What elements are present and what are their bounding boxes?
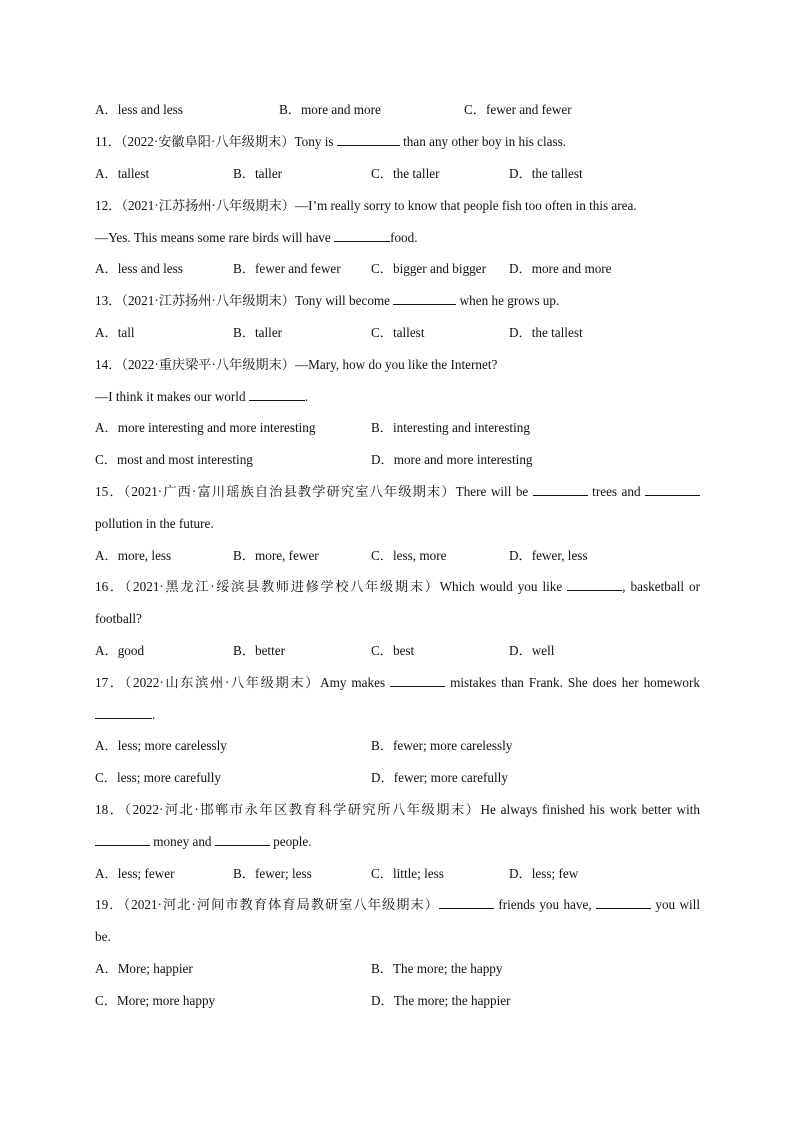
q17-blank-1	[390, 675, 445, 687]
q16-option-d: D．well	[509, 643, 555, 658]
q17-line1-suffix: mistakes than Frank. She does her homework	[445, 675, 700, 690]
q18-option-d: D．less; few	[509, 866, 579, 881]
q12-line2-suffix: food.	[390, 230, 418, 245]
q16-option-c: C．best	[371, 643, 415, 658]
q11-suffix: than any other boy in his class.	[399, 134, 567, 149]
q17-option-b: B．fewer; more carelessly	[371, 738, 513, 753]
q12-option-c: C．bigger and bigger	[371, 261, 486, 276]
q19-stem-line2: be.	[95, 929, 111, 944]
q19-stem-line1	[95, 897, 700, 913]
q13-option-c: C．tallest	[371, 325, 425, 340]
q19-line1-suffix: you will	[651, 897, 700, 912]
q19-option-b: B．The more; the happy	[371, 961, 503, 976]
q19-blank-1	[439, 897, 494, 909]
q19-option-d: D．The more; the happier	[371, 993, 511, 1008]
q11-option-d: D．the tallest	[509, 166, 583, 181]
q19-blank-2	[596, 897, 651, 909]
q18-option-a: A．less; fewer	[95, 866, 175, 881]
q12-blank	[334, 230, 390, 242]
q18-line2-mid: money and	[150, 834, 215, 849]
q16-stem-line1	[95, 579, 700, 595]
q10-option-b: B．more and more	[279, 102, 381, 117]
q13-option-a: A．tall	[95, 325, 135, 340]
q14-stem-line2	[95, 389, 308, 405]
q10-option-c: C．fewer and fewer	[464, 102, 572, 117]
q16-option-a: A．good	[95, 643, 145, 658]
q18-stem-line1: 18．（2022·河北·邯郸市永年区教育科学研究所八年级期末）He always finished his work better with	[95, 802, 700, 817]
q11-option-a: A．tallest	[95, 166, 150, 181]
q17-stem-line1	[95, 675, 700, 691]
q14-blank	[249, 389, 305, 401]
q14-option-c: C．most and most interesting	[95, 452, 253, 467]
q14-option-d: D．more and more interesting	[371, 452, 533, 467]
q17-line2-suffix: .	[152, 707, 156, 722]
q15-stem-line2: pollution in the future.	[95, 516, 214, 531]
q15-blank-2	[645, 484, 700, 496]
q12-option-a: A．less and less	[95, 261, 183, 276]
q17-blank-2	[95, 707, 152, 719]
q16-option-b: B．better	[233, 643, 286, 658]
q12-stem-line1: 12．（2021·江苏扬州·八年级期末）—I’m really sorry to know that people fish too often in this area.	[95, 198, 637, 213]
q17-option-a: A．less; more carelessly	[95, 738, 227, 753]
q15-blank-1	[533, 484, 588, 496]
q16-line1-suffix: , basketball or	[622, 579, 701, 594]
q19-line1-mid: friends you have,	[494, 897, 596, 912]
q11-blank	[337, 134, 400, 146]
q13-blank	[393, 293, 456, 305]
q16-stem-line2: football?	[95, 611, 142, 626]
q15-line1-mid: trees and	[587, 484, 645, 499]
q13-prefix: 13．（2021·江苏扬州·八年级期末）Tony will become	[95, 293, 394, 308]
q11-option-c: C．the taller	[371, 166, 440, 181]
q15-option-c: C．less, more	[371, 548, 447, 563]
q13-stem	[95, 293, 559, 309]
q14-line2-prefix: —I think it makes our world	[95, 389, 249, 404]
q15-option-d: D．fewer, less	[509, 548, 588, 563]
q17-stem-line2	[95, 707, 155, 723]
q18-blank-2	[215, 834, 270, 846]
q11-stem	[95, 134, 566, 150]
q15-option-b: B．more, fewer	[233, 548, 319, 563]
q18-option-b: B．fewer; less	[233, 866, 312, 881]
q15-option-a: A．more, less	[95, 548, 172, 563]
q17-option-d: D．fewer; more carefully	[371, 770, 508, 785]
q11-option-b: B．taller	[233, 166, 283, 181]
q13-option-d: D．the tallest	[509, 325, 583, 340]
q11-prefix: 11．（2022·安徽阜阳·八年级期末）Tony is	[95, 134, 337, 149]
q12-option-b: B．fewer and fewer	[233, 261, 341, 276]
q12-line2-prefix: —Yes. This means some rare birds will have	[95, 230, 335, 245]
q19-option-a: A．More; happier	[95, 961, 193, 976]
q19-option-c: C．More; more happy	[95, 993, 216, 1008]
q16-blank	[567, 579, 622, 591]
q18-blank-1	[95, 834, 150, 846]
q10-option-a: A．less and less	[95, 102, 183, 117]
q12-option-d: D．more and more	[509, 261, 612, 276]
q18-option-c: C．little; less	[371, 866, 444, 881]
q12-stem-line2	[95, 230, 418, 246]
q14-line2-suffix: .	[304, 389, 309, 404]
q13-suffix: when he grows up.	[456, 293, 560, 308]
q17-option-c: C．less; more carefully	[95, 770, 221, 785]
q18-stem-line2	[95, 834, 312, 850]
q19-line1-prefix: 19．（2021·河北·河间市教育体育局教研室八年级期末）	[95, 897, 439, 912]
q13-option-b: B．taller	[233, 325, 283, 340]
q14-option-a: A．more interesting and more interesting	[95, 420, 316, 435]
q15-stem-line1	[95, 484, 700, 500]
q14-stem-line1: 14．（2022·重庆梁平·八年级期末）—Mary, how do you like the Internet?	[95, 357, 498, 372]
q15-line1-prefix: 15．（2021·广西·富川瑶族自治县教学研究室八年级期末）There will be	[95, 484, 533, 499]
q14-option-b: B．interesting and interesting	[371, 420, 530, 435]
q17-line1-prefix: 17．（2022·山东滨州·八年级期末）Amy makes	[95, 675, 391, 690]
q18-line2-suffix: people.	[269, 834, 312, 849]
q16-line1-prefix: 16．（2021·黑龙江·绥滨县教师进修学校八年级期末）Which would you like	[95, 579, 568, 594]
